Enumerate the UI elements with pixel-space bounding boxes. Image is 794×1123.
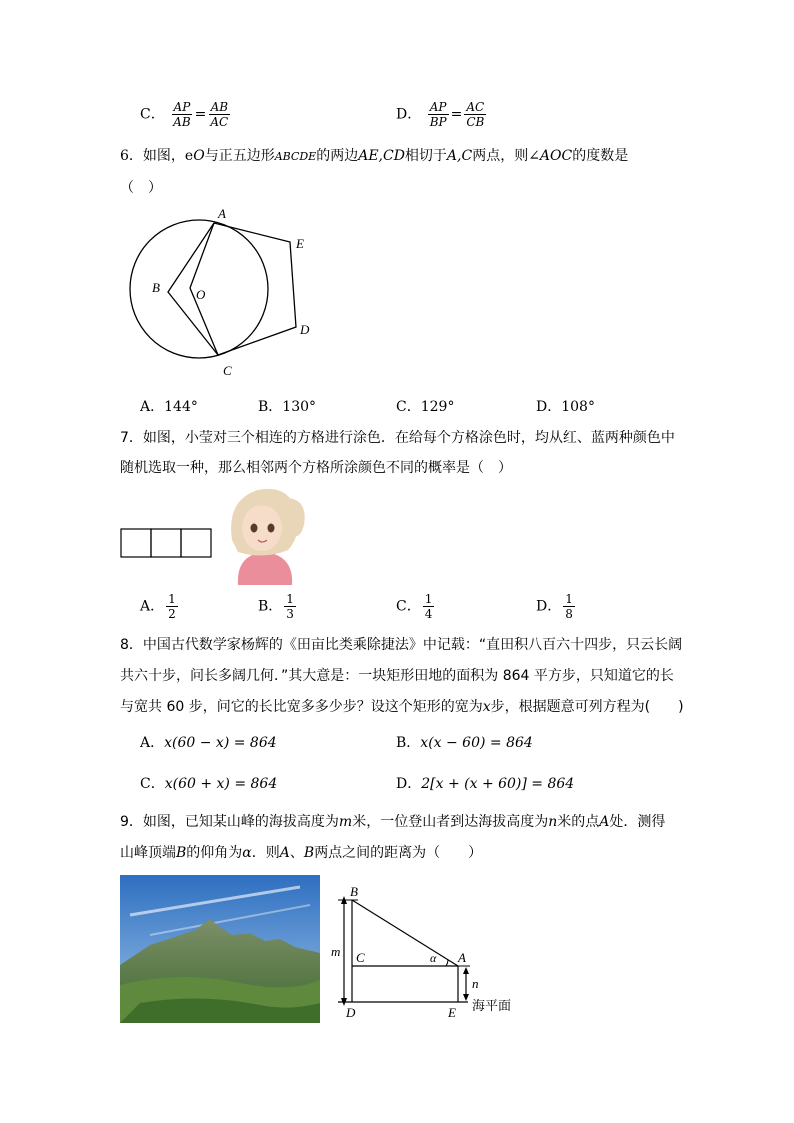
label-b: B <box>152 280 160 295</box>
q9-stem-line1: 9．如图，已知某山峰的海拔高度为m米，一位登山者到达海拔高度为n米的点A处．测得 <box>120 814 666 830</box>
q6-option-a: A．144° <box>140 399 198 415</box>
q5-option-d: D． $\frac{AP}{BP}$ = $\frac{AC}{CB}$ <box>396 100 485 129</box>
label-n: n <box>472 976 479 991</box>
hoodie <box>238 552 292 585</box>
q7-option-c: C． $\frac{1}{4}$ <box>396 592 433 621</box>
label-d: D <box>346 1005 356 1020</box>
label-c: C <box>356 950 365 965</box>
label-a: A <box>458 950 466 965</box>
q8-option-d: D．2[x + (x + 60)] = 864 <box>396 776 575 792</box>
q8-option-a: A．x(60 − x) = 864 <box>140 735 277 751</box>
arrowhead-n-bottom <box>463 994 469 1001</box>
q7-option-b: B． $\frac{1}{3}$ <box>258 592 294 621</box>
label-m: m <box>331 944 341 959</box>
q8-option-c: C．x(60 + x) = 864 <box>140 776 278 792</box>
label-e: E <box>448 1005 456 1020</box>
label-c: C <box>223 363 232 378</box>
q6-paren: （ ） <box>120 180 162 196</box>
segment-ba <box>352 900 458 966</box>
q6-figure <box>120 200 320 380</box>
q9-figure <box>328 882 528 1022</box>
label-d: D <box>300 322 310 337</box>
q7-stem-line2: 随机选取一种，那么相邻两个方格所涂颜色不同的概率是（ ） <box>120 460 512 476</box>
mountain-photo <box>120 875 320 1023</box>
q6-option-d: D．108° <box>536 399 595 415</box>
q6-stem: 6．如图，eO与正五边形ABCDE的两边AE,CD相切于A,C两点，则∠AOC的度数是 <box>120 148 629 164</box>
q8-stem-line2: 共六十步，问长多阔几何．”其大意是：一块矩形田地的面积为 864 平方步，只知道它的长 <box>120 668 674 684</box>
girl-illustration <box>218 480 310 585</box>
left-eye <box>251 524 258 533</box>
q8-stem-line3: 与宽共 60 步，问它的长比宽多多少步？设这个矩形的宽为x步，根据题意可列方程为( ) <box>120 699 684 715</box>
q8-stem-line1: 8．中国古代数学家杨辉的《田亩比类乘除捷法》中记载：“直田积八百六十四步，只云长阔 <box>120 637 683 653</box>
label-sea-level: 海平面 <box>472 999 512 1014</box>
label-b: B <box>350 884 358 899</box>
q6-option-c: C．129° <box>396 399 455 415</box>
arrowhead-n-top <box>463 967 469 974</box>
q5-option-c: C． $\frac{AP}{AB}$ = $\frac{AB}{AC}$ <box>140 100 229 129</box>
angle-alpha-arc <box>446 960 448 966</box>
face <box>242 505 282 551</box>
label-a: A <box>218 206 226 221</box>
label-e: E <box>296 236 304 251</box>
q8-option-b: B．x(x − 60) = 864 <box>396 735 533 751</box>
right-eye <box>268 524 275 533</box>
grid-box-3 <box>181 529 211 557</box>
pentagon-outer-sides <box>214 223 296 355</box>
grid-box-1 <box>121 529 151 557</box>
label-alpha: α <box>430 951 437 965</box>
label-o: O <box>196 287 206 302</box>
q7-option-d: D． $\frac{1}{8}$ <box>536 592 573 621</box>
q7-option-a: A． $\frac{1}{2}$ <box>140 592 176 621</box>
grid-box-2 <box>151 529 181 557</box>
q6-option-b: B．130° <box>258 399 317 415</box>
q7-stem-line1: 7．如图，小莹对三个相连的方格进行涂色．在给每个方格涂色时，均从红、蓝两种颜色中 <box>120 430 675 446</box>
q9-stem-line2: 山峰顶端B的仰角为α．则A、B两点之间的距离为（ ） <box>120 845 483 861</box>
three-grid-boxes <box>120 528 216 560</box>
pentagon-inner-sides <box>168 223 218 355</box>
